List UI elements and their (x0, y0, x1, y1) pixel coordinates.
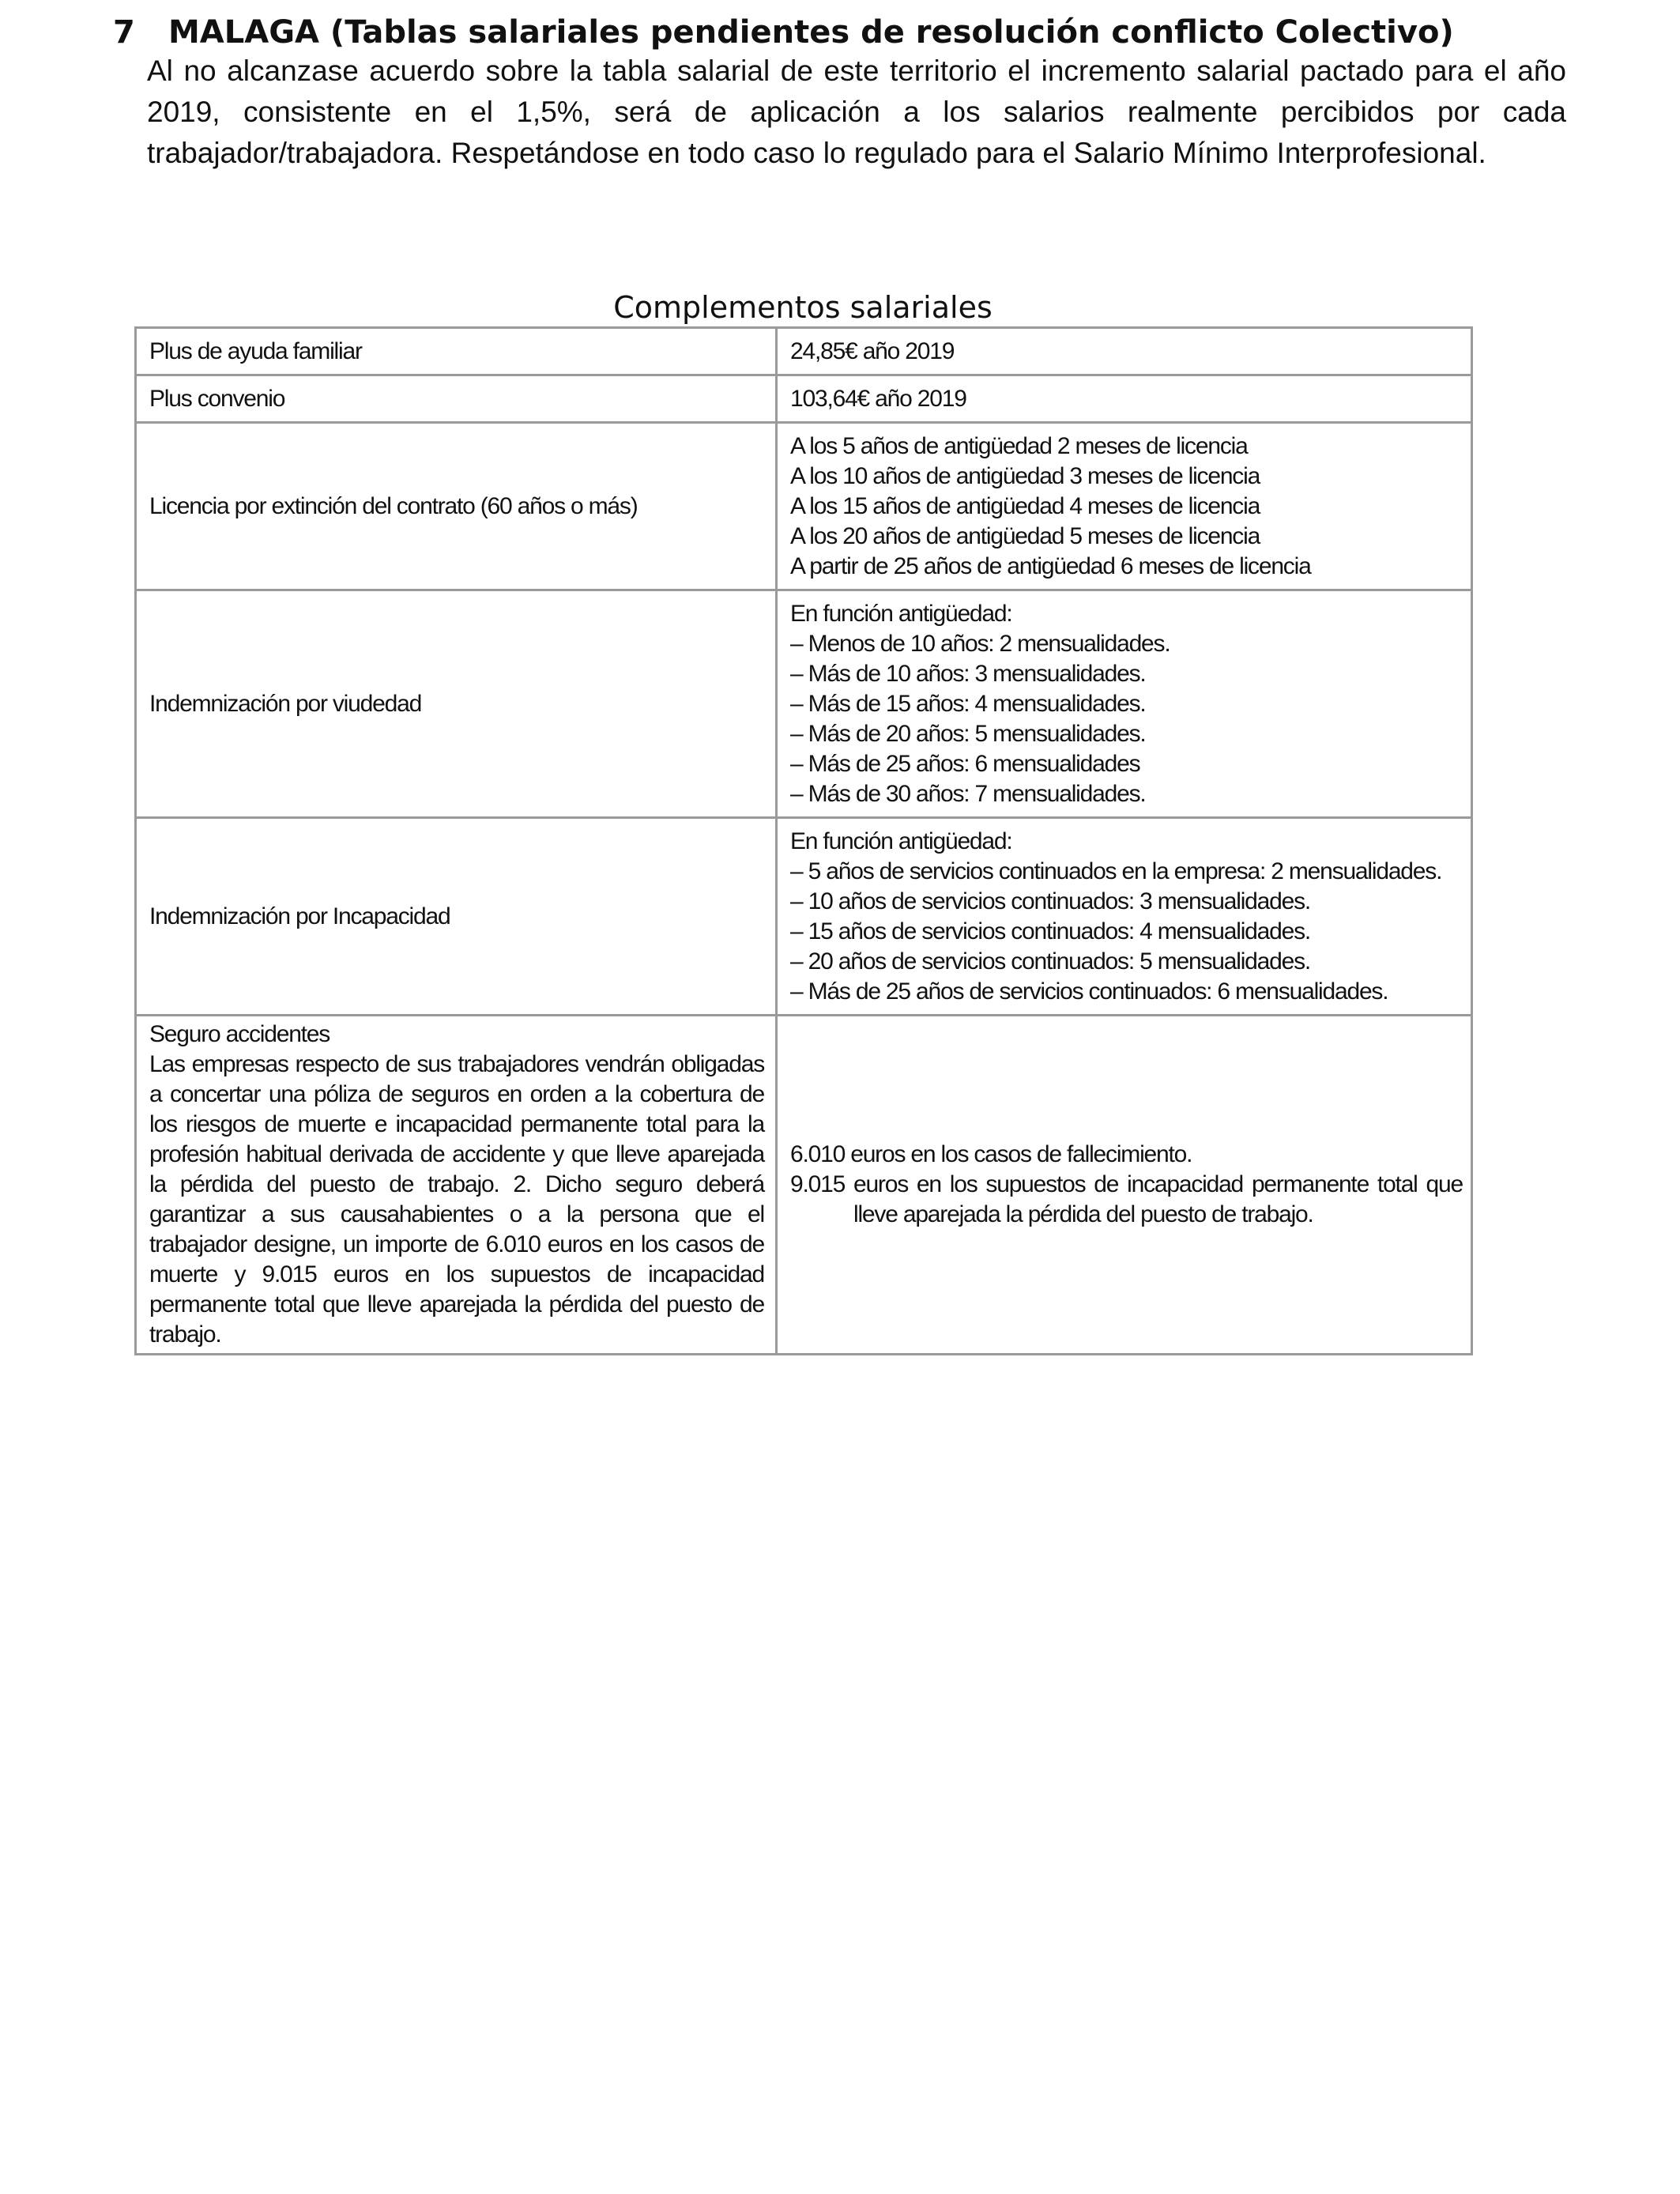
table-row (136, 818, 1472, 1016)
value-line: – Menos de 10 años: 2 mensualidades. (790, 630, 1170, 657)
value-line: 6.010 euros en los casos de fallecimiento. (790, 1141, 1192, 1167)
value-line: 24,85€ año 2019 (790, 337, 955, 364)
value-line: A los 15 años de antigüedad 4 meses de licencia (790, 492, 1260, 519)
value-line: En función antigüedad: (790, 827, 1012, 854)
value-line: – Más de 15 años: 4 mensualidades. (790, 690, 1146, 717)
table-row (136, 423, 1472, 590)
value-line: – Más de 20 años: 5 mensualidades. (790, 720, 1146, 747)
value-line: A los 20 años de antigüedad 5 meses de licencia (790, 522, 1260, 549)
row-label-text: Las empresas respecto de sus trabajadores vendrán obligadas a concertar una póliza de seguros en orden a la cobertura de los riesgos de muerte e incapacidad permanente total para la profesión habitual derivada de accidente y que lleve aparejada la pérdida del puesto de trabajo. 2. Dicho seguro deberá garantizar a sus causahabientes o a la persona que el trabajador designe, un importe de 6.010 euros en los casos de muerte y 9.015 euros en los supuestos de incapacidad permanente total que lleve aparejada la pérdida del puesto de trabajo. (149, 1051, 764, 1348)
value-line: 103,64€ año 2019 (790, 385, 966, 412)
value-line: – 5 años de servicios continuados en la empresa: 2 mensualidades. (790, 858, 1442, 884)
value-line: – Más de 30 años: 7 mensualidades. (790, 780, 1146, 807)
value-line: En función antigüedad: (790, 600, 1012, 627)
value-line: – 15 años de servicios continuados: 4 mensualidades. (790, 918, 1311, 944)
value-line: 9.015 euros en los supuestos de incapacidad permanente total que lleve aparejada la pérdida del puesto de trabajo. (790, 1171, 1463, 1227)
intro-paragraph: Al no alcanzase acuerdo sobre la tabla salarial de este territorio el incremento salarial pactado para el año 2019, consistente en el 1,5%, será de aplicación a los salarios realmente percibidos por cada trabajador/trabajadora. Respetándose en todo caso lo regulado para el Salario Mínimo Interprofesional. (147, 55, 1566, 169)
row-label: Plus de ayuda familiar (136, 328, 777, 375)
value-line: – Más de 10 años: 3 mensualidades. (790, 660, 1146, 687)
table-title: Complementos salariales (613, 290, 993, 325)
value-line: A partir de 25 años de antigüedad 6 meses de licencia (790, 552, 1311, 579)
row-value (777, 1016, 1472, 1355)
table-row (136, 590, 1472, 818)
value-line: – 10 años de servicios continuados: 3 mensualidades. (790, 888, 1311, 914)
row-label-title: Seguro accidentes (149, 1021, 330, 1047)
row-label: Indemnización por Incapacidad (136, 818, 777, 1016)
row-value (777, 818, 1472, 1016)
row-value (777, 590, 1472, 818)
value-line: A los 5 años de antigüedad 2 meses de licencia (790, 432, 1248, 459)
value-line: A los 10 años de antigüedad 3 meses de licencia (790, 462, 1260, 489)
row-value (777, 328, 1472, 375)
row-label (136, 1016, 777, 1355)
section-number: 7 (113, 14, 135, 51)
table-row (136, 1016, 1472, 1355)
table-row (136, 375, 1472, 423)
row-value (777, 375, 1472, 423)
value-line: – Más de 25 años de servicios continuados: 6 mensualidades. (790, 978, 1388, 1005)
row-label: Plus convenio (136, 375, 777, 423)
value-line: – Más de 25 años: 6 mensualidades (790, 750, 1140, 777)
row-label: Indemnización por viudedad (136, 590, 777, 818)
row-value (777, 423, 1472, 590)
complementos-table (134, 326, 1473, 1355)
table-row (136, 328, 1472, 375)
row-label: Licencia por extinción del contrato (60 años o más) (136, 423, 777, 590)
value-line: – 20 años de servicios continuados: 5 mensualidades. (790, 948, 1311, 974)
section-title: MALAGA (Tablas salariales pendientes de resolución conflicto Colectivo) (168, 14, 1454, 51)
